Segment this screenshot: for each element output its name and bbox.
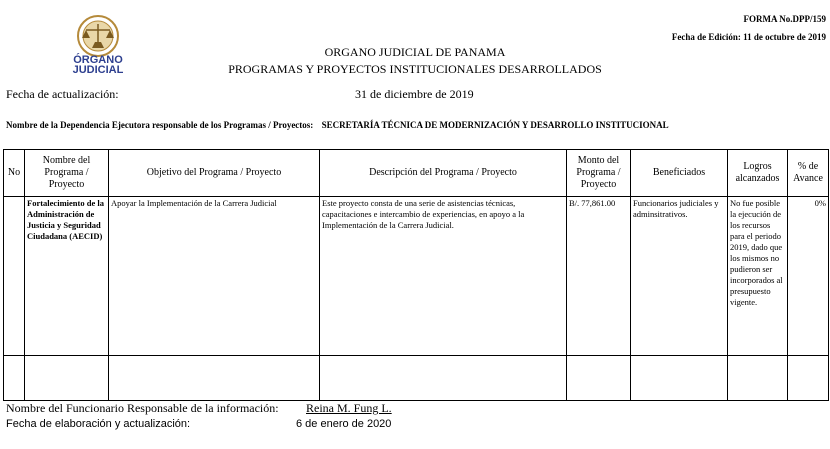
- logo-text: ÓRGANO JUDICIAL: [72, 54, 124, 76]
- organization-title: ORGANO JUDICIAL DE PANAMA: [324, 45, 506, 59]
- empty-cell: [4, 356, 25, 401]
- cell-objetivo: Apoyar la Implementación de la Carrera Judicial: [109, 197, 320, 356]
- table-row: [4, 197, 829, 356]
- update-date-value: 31 de diciembre de 2019: [355, 87, 474, 101]
- empty-cell: [728, 356, 788, 401]
- empty-cell: [631, 356, 728, 401]
- column-header-beneficiados: Beneficiados: [631, 150, 728, 197]
- forma-number: FORMA No.DPP/159: [743, 14, 826, 24]
- cell-logros: No fue posible la ejecución de los recursos para el periodo 2019, dado que los mismos no pudieron ser incorporados al presupuesto vigente.: [728, 197, 788, 356]
- elaboration-date-label: Fecha de elaboración y actualización:: [6, 418, 191, 430]
- column-header-avance: % de Avance: [788, 150, 829, 197]
- dependency-line: [6, 120, 669, 130]
- cell-no: [4, 197, 25, 356]
- column-header-descripcion: Descripción del Programa / Proyecto: [320, 150, 567, 197]
- empty-cell: [567, 356, 631, 401]
- column-header-monto: Monto del Programa / Proyecto: [567, 150, 631, 197]
- document-title: PROGRAMAS Y PROYECTOS INSTITUCIONALES DESARROLLADOS: [228, 62, 602, 76]
- edition-date: Fecha de Edición: 11 de octubre de 2019: [671, 32, 826, 42]
- responsible-label: Nombre del Funcionario Responsable de la información:: [6, 401, 279, 415]
- column-header-logros: Logros alcanzados: [728, 150, 788, 197]
- empty-cell: [320, 356, 567, 401]
- cell-nombre: Fortalecimiento de la Administración de Justicia y Seguridad Ciudadana (AECID): [25, 197, 109, 356]
- cell-descripcion: Este proyecto consta de una serie de asistencias técnicas, capacitaciones e intercambio de experiencias, en apoyo a la Implementación de la Carrera Judicial.: [320, 197, 567, 356]
- empty-cell: [25, 356, 109, 401]
- programs-table: [3, 149, 829, 401]
- empty-cell: [788, 356, 829, 401]
- cell-monto: B/. 77,861.00: [567, 197, 631, 356]
- column-header-no: No: [4, 150, 25, 197]
- responsible-name: Reina M. Fung L.: [306, 401, 392, 415]
- empty-cell: [109, 356, 320, 401]
- column-header-nombre: Nombre del Programa / Proyecto: [25, 150, 109, 197]
- cell-beneficiados: Funcionarios judiciales y adminsitrativos.: [631, 197, 728, 356]
- table-header-row: [4, 150, 829, 197]
- cell-avance: 0%: [788, 197, 829, 356]
- elaboration-date-value: 6 de enero de 2020: [296, 418, 392, 430]
- update-date-label: Fecha de actualización:: [6, 87, 119, 101]
- table-row-empty: [4, 356, 829, 401]
- dependency-value: SECRETARÍA TÉCNICA DE MODERNIZACIÓN Y DESARROLLO INSTITUCIONAL: [321, 120, 669, 130]
- column-header-objetivo: Objetivo del Programa / Proyecto: [109, 150, 320, 197]
- dependency-label: Nombre de la Dependencia Ejecutora responsable de los Programas / Proyectos:: [6, 120, 314, 130]
